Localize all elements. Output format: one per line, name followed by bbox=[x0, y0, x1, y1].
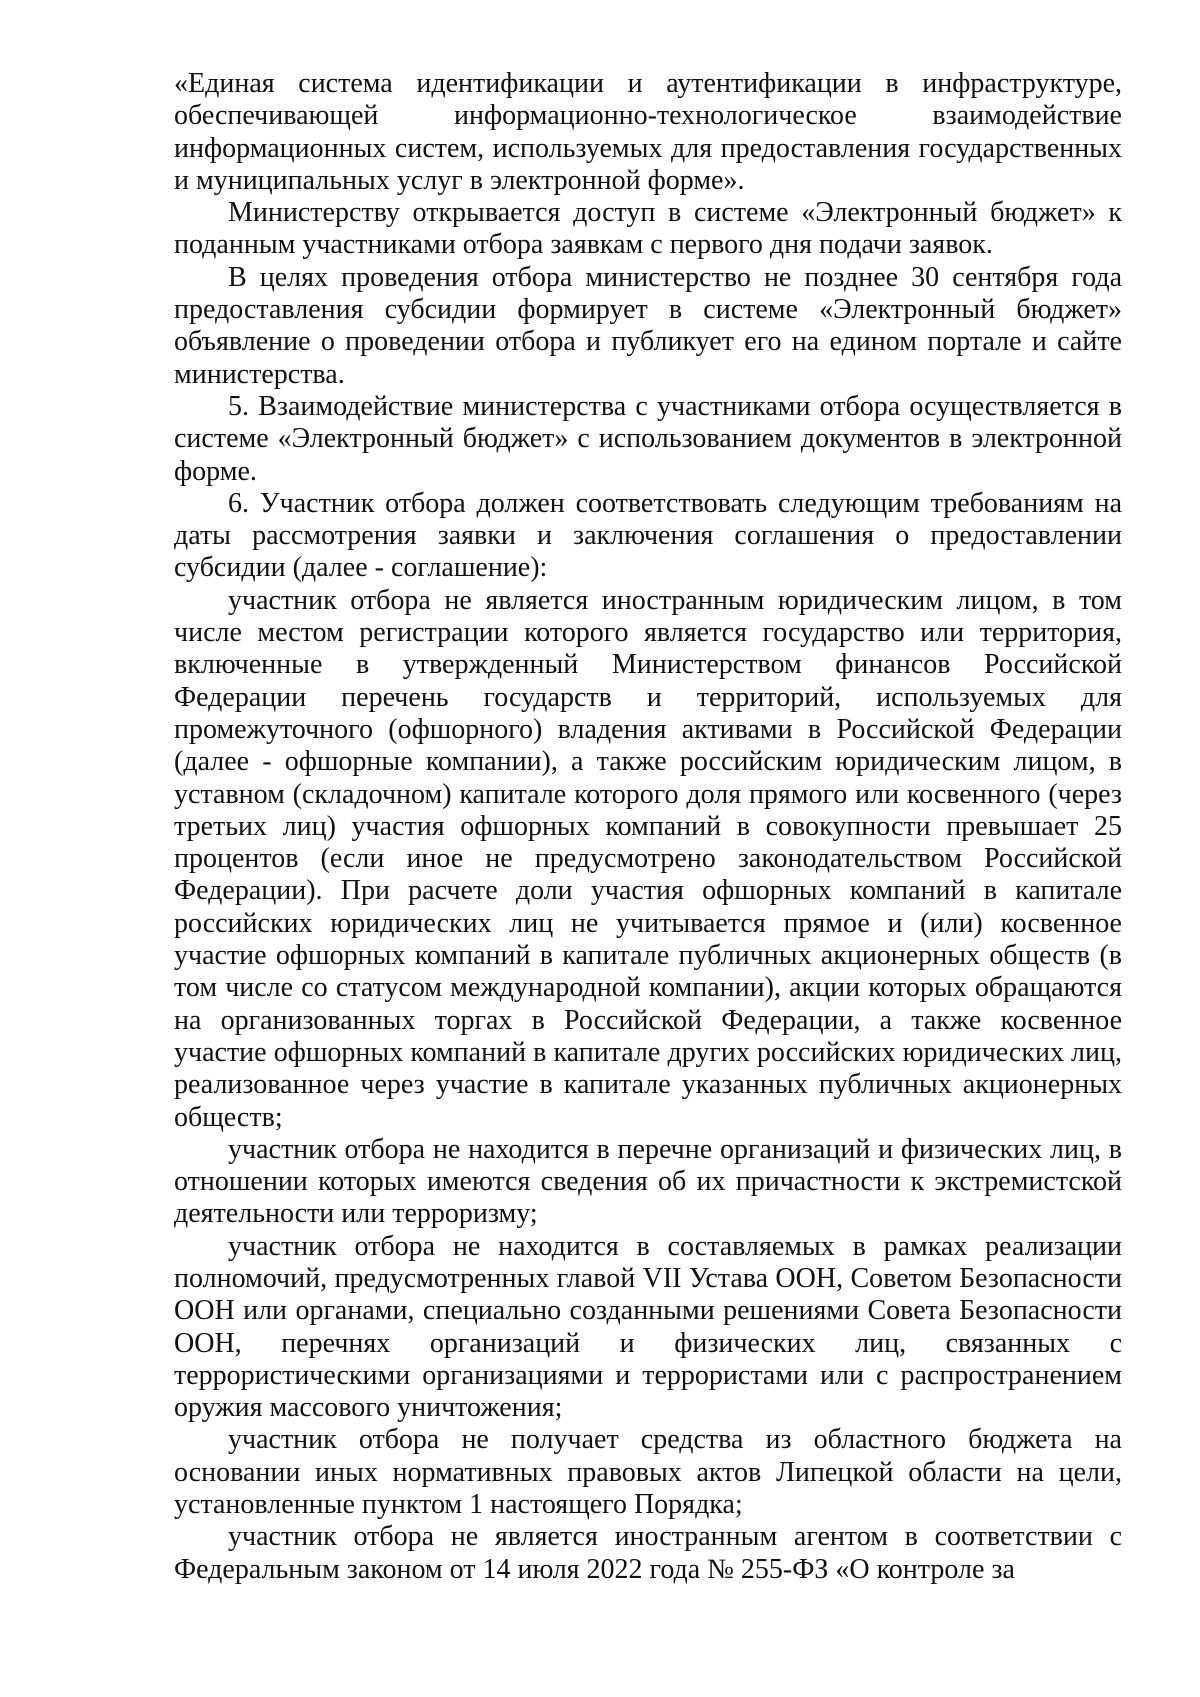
paragraph-offshore-requirement: участник отбора не является иностранным юридическим лицом, в том числе местом регистрации которого является государство или территория, включенные в утвержденный Министерством финансов Российской Федерации перечень государств и территорий, используемых для промежуточного (офшорного) владения активами в Российской Федерации (далее - офшорные компании), а также российским юридическим лицом, в уставном (складочном) капитале которого доля прямого или косвенного (через третьих лиц) участия офшорных компаний в совокупности превышает 25 процентов (если иное не предусмотрено законодательством Российской Федерации). При расчете доли участия офшорных компаний в капитале российских юридических лиц не учитывается прямое и (или) косвенное участие офшорных компаний в капитале публичных акционерных обществ (в том числе со статусом международной компании), акции которых обращаются на организованных торгах в Российской Федерации, а также косвенное участие офшорных компаний в капитале других российских юридических лиц, реализованное через участие в капитале указанных публичных акционерных обществ; bbox=[174, 584, 1122, 1133]
paragraph-un-sanctions-requirement: участник отбора не находится в составляемых в рамках реализации полномочий, предусмотренных главой VII Устава ООН, Советом Безопасности ООН или органами, специально созданными решениями Совета Безопасности ООН, перечнях организаций и физических лиц, связанных с террористическими организациями и террористами или с распространением оружия массового уничтожения; bbox=[174, 1230, 1122, 1424]
paragraph-selection-announcement: В целях проведения отбора министерство не позднее 30 сентября года предоставления субсидии формирует в системе «Электронный бюджет» объявление о проведении отбора и публикует его на едином портале и сайте министерства. bbox=[174, 261, 1122, 390]
paragraph-foreign-agent-requirement: участник отбора не является иностранным агентом в соответствии с Федеральным законом от 14 июля 2022 года № 255-ФЗ «О контроле за bbox=[174, 1521, 1122, 1585]
paragraph-item-5: 5. Взаимодействие министерства с участниками отбора осуществляется в системе «Электронный бюджет» с использованием документов в электронной форме. bbox=[174, 390, 1122, 487]
document-body bbox=[174, 68, 1122, 1586]
paragraph-esia-continuation: «Единая система идентификации и аутентификации в инфраструктуре, обеспечивающей информационно-технологическое взаимодействие информационных систем, используемых для предоставления государственных и муниципальных услуг в электронной форме». bbox=[174, 68, 1122, 196]
paragraph-extremism-requirement: участник отбора не находится в перечне организаций и физических лиц, в отношении которых имеются сведения об их причастности к экстремистской деятельности или терроризму; bbox=[174, 1133, 1122, 1230]
paragraph-item-6: 6. Участник отбора должен соответствовать следующим требованиям на даты рассмотрения заявки и заключения соглашения о предоставлении субсидии (далее - соглашение): bbox=[174, 487, 1122, 584]
paragraph-regional-budget-requirement: участник отбора не получает средства из областного бюджета на основании иных нормативных правовых актов Липецкой области на цели, установленные пунктом 1 настоящего Порядка; bbox=[174, 1424, 1122, 1521]
paragraph-ministry-access: Министерству открывается доступ в системе «Электронный бюджет» к поданным участниками отбора заявкам с первого дня подачи заявок. bbox=[174, 197, 1122, 261]
